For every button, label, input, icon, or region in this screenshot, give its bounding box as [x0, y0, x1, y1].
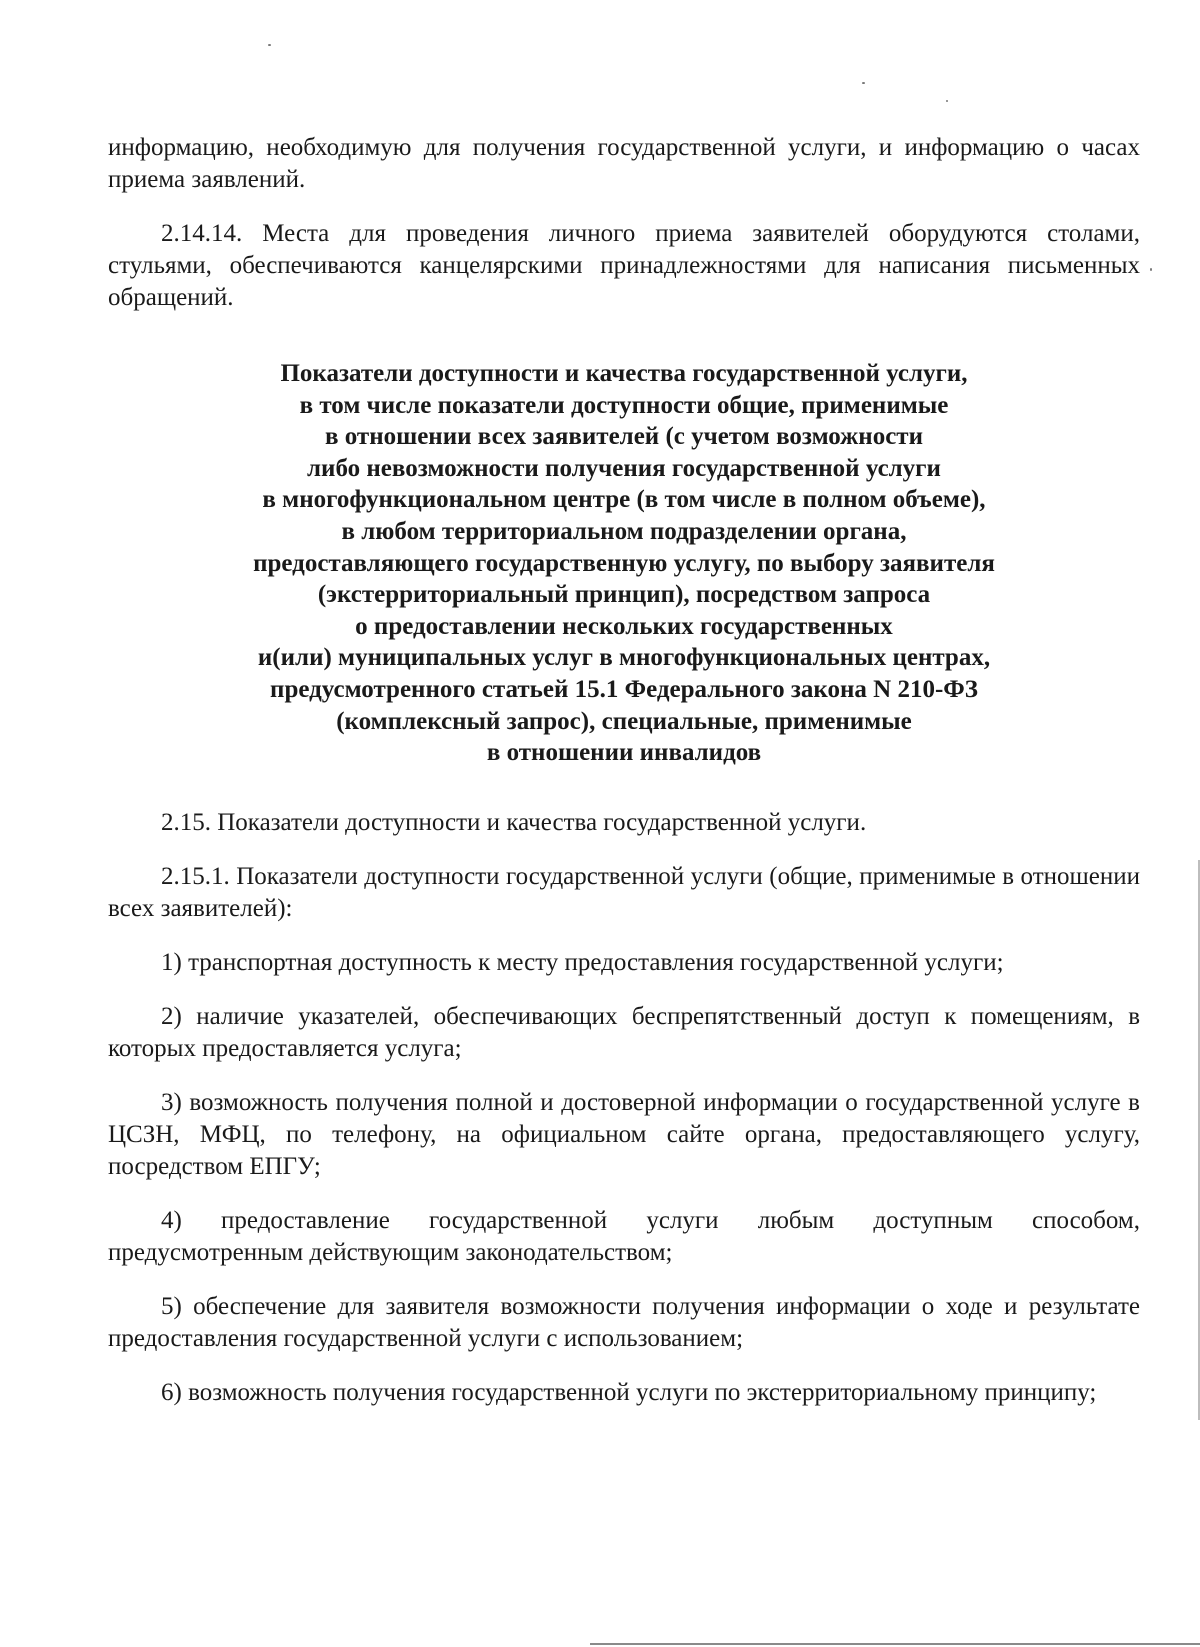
- heading-line: предоставляющего государственную услугу, по выбору заявителя: [253, 549, 995, 577]
- heading-line: в отношении всех заявителей (с учетом возможности: [325, 423, 923, 451]
- paragraph-2-15-1: 2.15.1. Показатели доступности государственной услуги (общие, применимые в отношении всех заявителей):: [108, 862, 1140, 922]
- list-item: 1) транспортная доступность к месту предоставления государственной услуги;: [161, 948, 1004, 976]
- paragraph-2-15: 2.15. Показатели доступности и качества государственной услуги.: [161, 808, 867, 836]
- heading-line: в отношении инвалидов: [486, 739, 762, 767]
- paragraph-2-14-14: 2.14.14. Места для проведения личного приема заявителей оборудуются столами, стульями, обеспечиваются канцелярскими принадлежностями для написания письменных обращений.: [108, 220, 1140, 311]
- list-item: 2) наличие указателей, обеспечивающих беспрепятственный доступ к помещениям, в которых предоставляется услуга;: [108, 1002, 1140, 1062]
- intro-paragraph: информацию, необходимую для получения государственной услуги, и информацию о часах приема заявлений.: [108, 134, 1140, 193]
- heading-line: в том числе показатели доступности общие, применимые: [299, 391, 949, 419]
- scan-speck: [268, 44, 271, 46]
- heading-line: в любом территориальном подразделении органа,: [341, 517, 907, 545]
- scan-speck: [1150, 268, 1152, 271]
- list-item: 4) предоставление государственной услуги любым доступным способом, предусмотренным действующим законодательством;: [108, 1206, 1140, 1266]
- heading-line: и(или) муниципальных услуг в многофункциональных центрах,: [257, 644, 991, 672]
- heading-line: (экстерриториальный принцип), посредством запроса: [317, 581, 931, 609]
- list-item: 6) возможность получения государственной услуги по экстерриториальному принципу;: [161, 1378, 1097, 1406]
- heading-line: в многофункциональном центре (в том числе в полном объеме),: [262, 486, 986, 514]
- scan-speck: [946, 100, 948, 102]
- heading-line: о предоставлении нескольких государственных: [355, 612, 893, 640]
- heading-line: (комплексный запрос), специальные, применимые: [336, 707, 912, 735]
- section-heading: [108, 358, 1140, 769]
- list-item: 3) возможность получения полной и достоверной информации о государственной услуге в ЦСЗН, МФЦ, по телефону, на официальном сайте органа, предоставляющего услугу, посредством ЕПГУ;: [108, 1088, 1140, 1180]
- document-body: [108, 132, 1140, 1409]
- heading-line: Показатели доступности и качества государственной услуги,: [280, 360, 968, 387]
- scan-speck: [862, 82, 865, 84]
- scan-bottom-edge: [590, 1643, 1200, 1645]
- heading-line: либо невозможности получения государственной услуги: [307, 454, 941, 482]
- list-item: 5) обеспечение для заявителя возможности получения информации о ходе и результате предоставления государственной услуги с использованием;: [108, 1292, 1140, 1352]
- heading-line: предусмотренного статьей 15.1 Федерального закона N 210-ФЗ: [270, 675, 978, 703]
